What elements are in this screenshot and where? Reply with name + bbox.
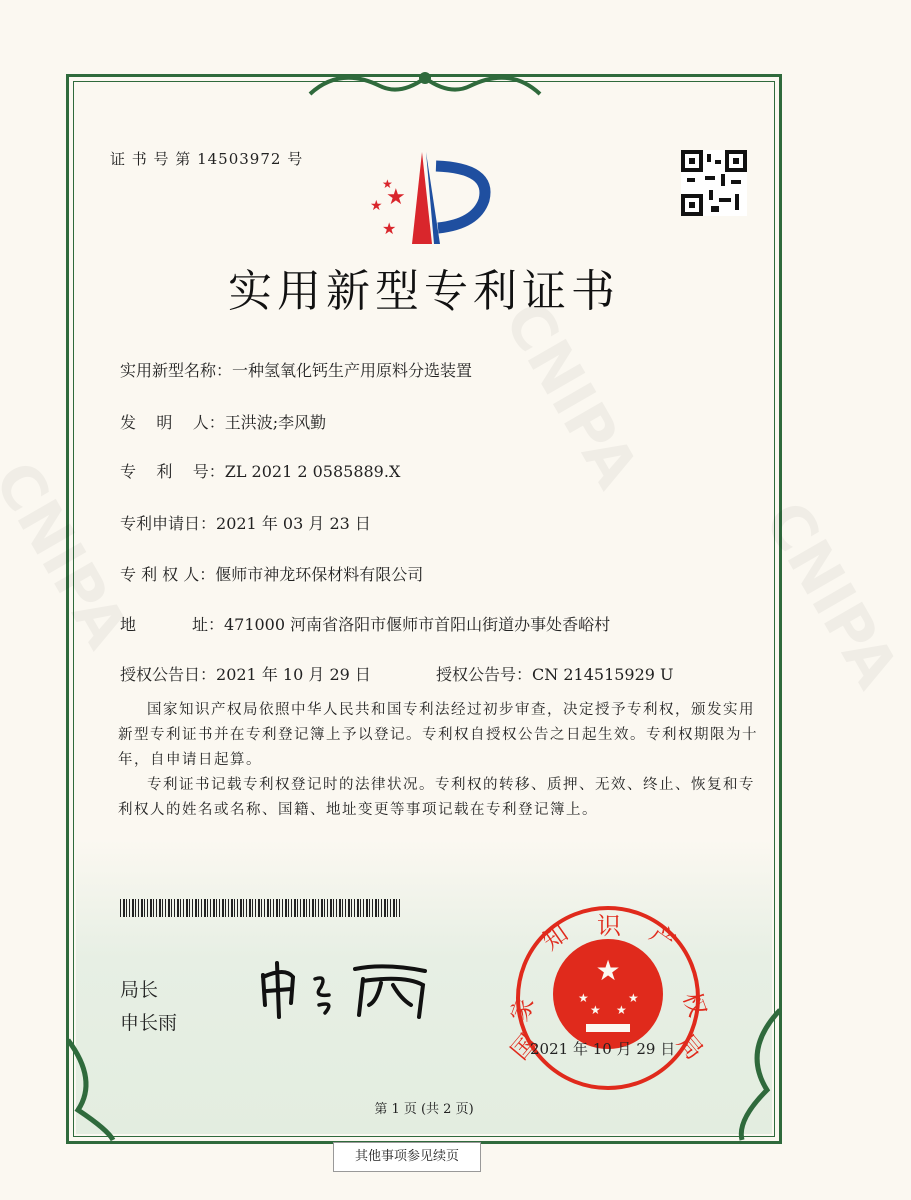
svg-text:★: ★	[578, 991, 589, 1005]
svg-text:★: ★	[616, 1003, 627, 1017]
svg-text:国: 国	[505, 1028, 543, 1066]
field-label: 授权公告日：	[120, 665, 217, 684]
svg-text:家: 家	[505, 993, 540, 1026]
corner-ornament-icon	[58, 1040, 118, 1140]
qr-code	[681, 150, 747, 216]
official-seal	[505, 902, 712, 1094]
field-announcement-number	[436, 662, 674, 685]
field-patent-number	[120, 459, 400, 482]
director-name: 申长雨	[120, 1012, 178, 1034]
director-title: 局长	[120, 979, 159, 1001]
director-signature	[255, 955, 440, 1020]
cnipa-logo-icon	[362, 148, 492, 248]
field-value: 偃师市神龙环保材料有限公司	[215, 565, 424, 584]
field-inventors	[120, 410, 326, 433]
field-label: 地 址：	[120, 615, 224, 634]
field-value: 2021 年 03 月 23 日	[216, 514, 371, 533]
field-application-date	[120, 511, 371, 534]
field-value: 471000 河南省洛阳市偃师市首阳山街道办事处香峪村	[223, 615, 611, 634]
svg-text:★: ★	[382, 177, 393, 191]
field-utility-model-name	[120, 358, 472, 381]
top-ornament-icon	[300, 66, 550, 102]
field-value: ZL 2021 2 0585889.X	[224, 462, 401, 481]
page-number: 第 1 页 (共 2 页)	[374, 1102, 474, 1117]
field-label: 专 利 权 人：	[120, 565, 216, 584]
svg-text:★: ★	[386, 185, 406, 210]
field-label: 发 明 人：	[120, 413, 225, 432]
seal-date: 2021 年 10 月 29 日	[530, 1040, 676, 1058]
svg-text:★: ★	[370, 198, 383, 214]
field-address	[120, 612, 610, 635]
svg-text:权: 权	[677, 988, 712, 1021]
certificate-number: 证 书 号 第 14503972 号	[110, 150, 304, 168]
field-label: 专利申请日：	[120, 514, 217, 533]
field-label: 专 利 号：	[120, 462, 225, 481]
field-announcement-date	[120, 662, 371, 685]
svg-text:识: 识	[597, 912, 621, 940]
svg-text:知: 知	[537, 919, 574, 956]
svg-text:★: ★	[382, 219, 397, 238]
field-value: 王洪波;李风勤	[224, 413, 327, 432]
statement-paragraph: 国家知识产权局依照中华人民共和国专利法经过初步审查，决定授予专利权，颁发实用新型专利证书并在专利登记簿上予以登记。专利权自授权公告之日起生效。专利权期限为十年，自申请日起算。	[118, 702, 758, 768]
svg-text:产: 产	[644, 919, 681, 956]
svg-text:★: ★	[595, 954, 621, 987]
field-value: CN 214515929 U	[532, 665, 674, 684]
corner-ornament-icon	[732, 1010, 792, 1140]
certificate-title: 实用新型专利证书	[228, 266, 620, 317]
field-patentee	[120, 562, 423, 585]
continuation-note: 其他事项参见续页	[333, 1142, 481, 1172]
field-label: 授权公告号：	[436, 665, 533, 684]
field-value: 一种氢氧化钙生产用原料分选装置	[232, 361, 473, 380]
svg-text:★: ★	[590, 1003, 601, 1017]
svg-text:局: 局	[671, 1028, 709, 1066]
field-label: 实用新型名称：	[120, 361, 233, 380]
field-value: 2021 年 10 月 29 日	[216, 665, 371, 684]
barcode	[120, 899, 402, 917]
svg-text:★: ★	[628, 991, 639, 1005]
statement-paragraph: 专利证书记载专利权登记时的法律状况。专利权的转移、质押、无效、终止、恢复和专利权人的姓名或名称、国籍、地址变更等事项记载在专利登记簿上。	[118, 777, 755, 818]
certificate-statement	[118, 698, 762, 823]
